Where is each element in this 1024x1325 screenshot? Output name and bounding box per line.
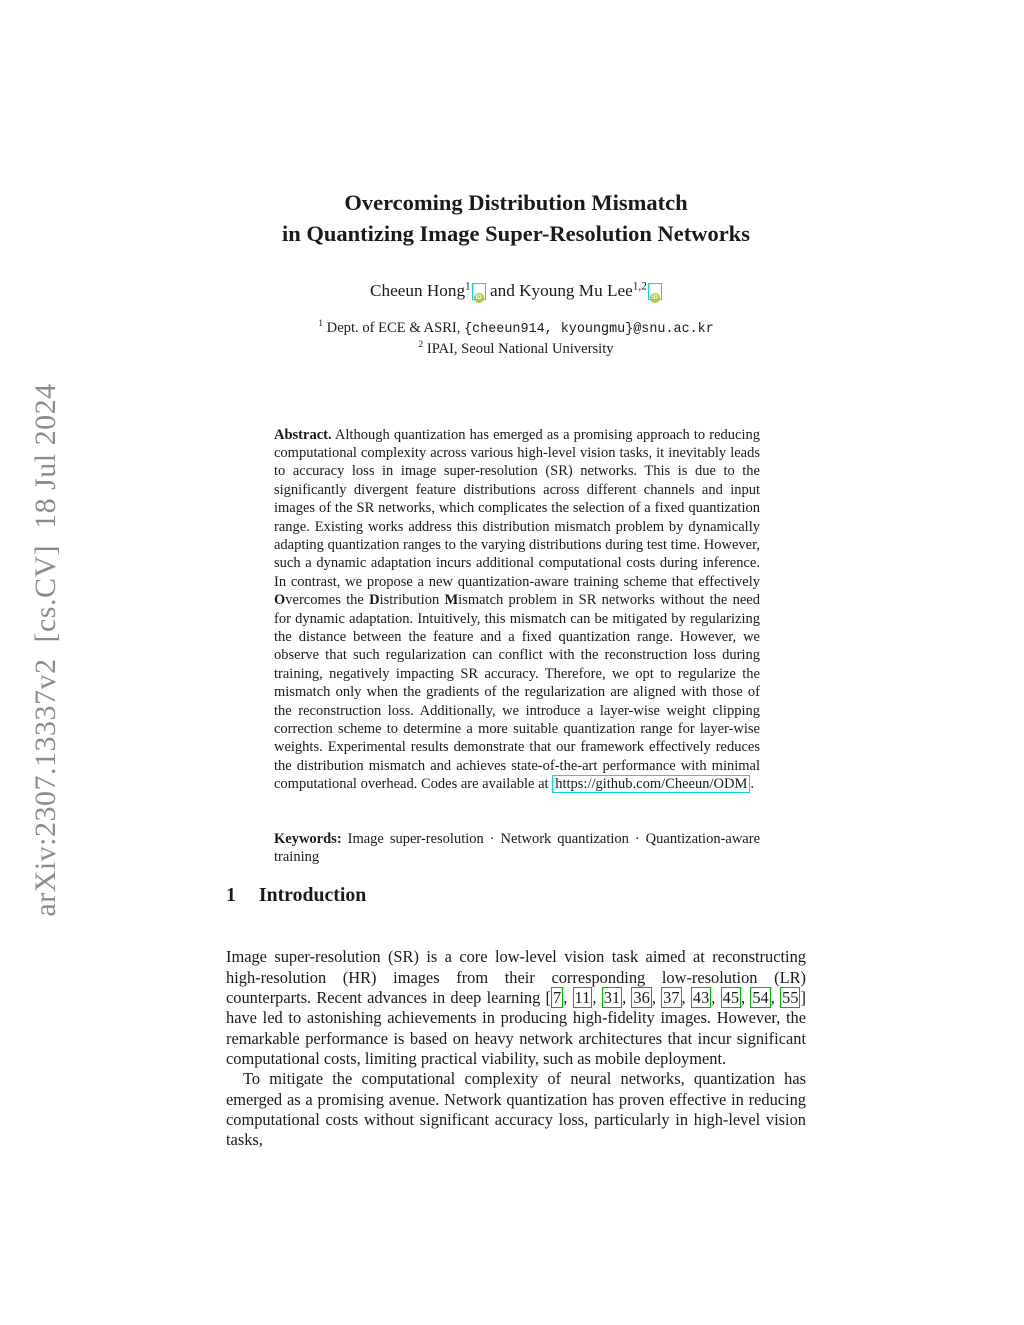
citation-link[interactable]: 31 xyxy=(603,987,621,1007)
text-segment: 1,2 xyxy=(632,280,647,293)
section-title: Introduction xyxy=(258,884,367,906)
text-segment: , xyxy=(681,987,691,1007)
orcid-id-glyph: iD xyxy=(475,295,482,301)
orcid-id-glyph: iD xyxy=(651,295,658,301)
text-segment: {cheeun914, kyoungmu}@snu.ac.kr xyxy=(464,322,714,337)
arxiv-watermark: arXiv:2307.13337v2 [cs.CV] 18 Jul 2024 xyxy=(29,383,62,917)
text-segment: , xyxy=(711,987,721,1007)
text-segment: Cheeun Hong xyxy=(370,281,466,300)
text-segment: , xyxy=(622,987,632,1007)
text-segment: ismatch problem in SR networks without the need for dynamic adaptation. Intuitively, this mismatch can be mitigated by regularizing the distance between the feature and a fixed quantization range. However, we observe that such regularization can conflict with the reconstruction loss during training, negatively impacting SR accuracy. Therefore, we opt to regularize the mismatch only when the gradients of the regularization are aligned with those of the reconstruction loss. Additionally, we introduce a layer-wise weight clipping correction scheme to determine a more suitable quantization range for layer-wise weights. Experimental results demonstrate that our framework effectively reduces the distribution mismatch and achieves state-of-the-art performance with minimal computational overhead. Codes are available at xyxy=(274,592,760,793)
text-segment: Image super-resolution (SR) is a core low-level vision task aimed at reconstructing high-resolution (HR) images from their corresponding low-resolution (LR) counterparts. Recent advances in deep learning [ xyxy=(226,947,806,1007)
paper-title xyxy=(226,187,806,249)
text-segment: , xyxy=(770,987,781,1007)
citation-link[interactable]: 11 xyxy=(574,987,591,1007)
keywords-text xyxy=(274,830,760,867)
text-segment: and Kyoung Mu Lee xyxy=(485,281,633,300)
section-heading-introduction xyxy=(226,884,366,907)
citation-link[interactable]: 37 xyxy=(663,987,680,1007)
text-segment: Abstract. xyxy=(274,426,332,443)
citation-link[interactable]: 43 xyxy=(692,987,710,1007)
affiliation-line-1 xyxy=(226,319,806,340)
abstract-text xyxy=(274,426,760,794)
citation-link[interactable]: 54 xyxy=(752,987,769,1007)
intro-paragraph-2 xyxy=(226,1069,806,1150)
text-segment: vercomes the xyxy=(285,592,370,609)
page-content xyxy=(226,0,806,1325)
text-segment: , xyxy=(563,987,573,1007)
citation-link[interactable]: 45 xyxy=(722,987,740,1007)
text-segment: 1 xyxy=(465,280,471,293)
paper-title-line-1: Overcoming Distribution Mismatch xyxy=(344,190,688,215)
text-segment: istribution xyxy=(379,592,445,609)
orcid-icon[interactable] xyxy=(472,283,486,300)
text-segment: , xyxy=(592,987,602,1007)
citation-link[interactable]: 36 xyxy=(633,987,650,1007)
text-segment: To mitigate the computational complexity of neural networks, quantization has emerged as a promising avenue. Network quantization has proven effective in reducing computational costs without significant accuracy loss, particularly in high-level vision tasks, xyxy=(226,1069,806,1150)
text-segment: M xyxy=(444,592,459,609)
intro-paragraph-1 xyxy=(226,947,806,1069)
text-segment: Keywords: xyxy=(274,830,342,847)
author-line xyxy=(226,281,806,301)
text-segment: O xyxy=(274,592,286,609)
paper-title-line-2: in Quantizing Image Super-Resolution Networks xyxy=(282,221,750,246)
section-number: 1 xyxy=(226,884,236,906)
text-segment: , xyxy=(741,987,751,1007)
text-segment: 2 xyxy=(418,338,424,350)
text-segment: Image super-resolution · Network quantization · Quantization-aware training xyxy=(274,830,760,865)
orcid-icon[interactable] xyxy=(648,283,662,300)
text-segment: D xyxy=(369,592,380,609)
affiliation-line-2 xyxy=(226,340,806,360)
url-link[interactable]: https://github.com/Cheeun/ODM xyxy=(552,775,750,793)
text-segment: Although quantization has emerged as a promising approach to reducing computational complexity across various high-level vision tasks, it inevitably leads to accuracy loss in image super-resolution (SR) networks. This is due to the significantly divergent feature distributions across different channels and input images of the SR networks, which complicates the selection of a fixed quantization range. Existing works address this distribution mismatch problem by dynamically adapting quantization ranges to the varying distributions during test time. However, such a dynamic adaptation incurs additional computational costs during inference. In contrast, we propose a new quantization-aware training scheme that effectively xyxy=(274,426,760,590)
text-segment: . xyxy=(750,776,754,793)
text-segment: , xyxy=(651,987,662,1007)
citation-link[interactable]: 7 xyxy=(553,987,562,1007)
text-segment: IPAI, Seoul National University xyxy=(423,340,614,357)
text-segment: Dept. of ECE & ASRI, xyxy=(323,320,465,336)
text-segment: 1 xyxy=(318,318,324,330)
affiliations xyxy=(226,319,806,359)
text-segment: ] have led to astonishing achievements in producing high-fidelity images. However, the remarkable performance is based on heavy network architectures that incur significant computational costs, limiting practical viability, such as mobile deployment. xyxy=(226,987,806,1068)
citation-link[interactable]: 55 xyxy=(782,987,799,1007)
